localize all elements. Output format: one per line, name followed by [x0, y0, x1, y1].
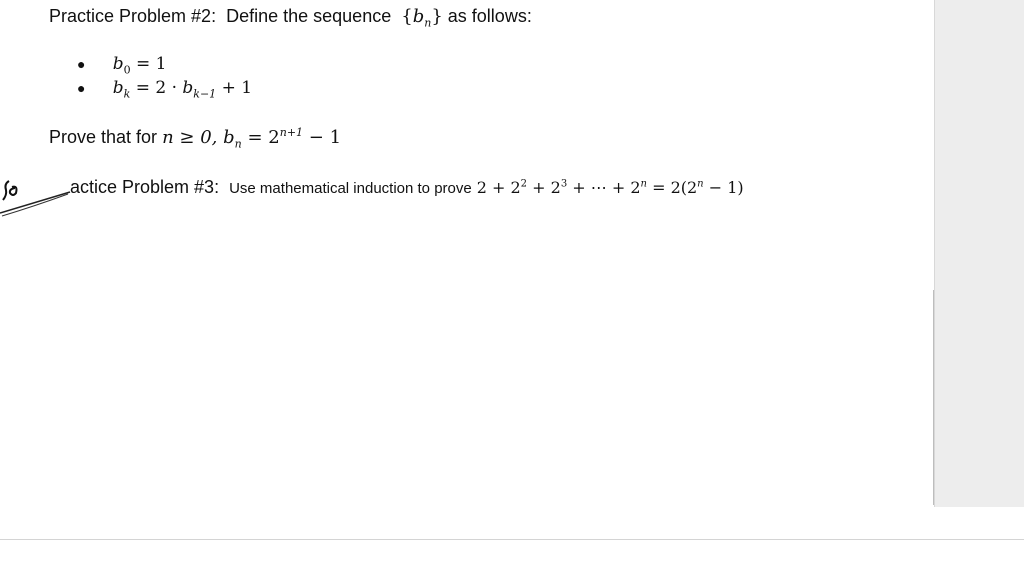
prove-label: Prove that for — [49, 127, 158, 147]
sequence-definition-list — [77, 52, 252, 100]
problem-3-statement — [70, 177, 744, 198]
problem-3-task: Use mathematical induction to prove — [229, 180, 472, 197]
problem-3-heading: actice Problem #3: — [70, 177, 220, 197]
problem-2-intro: Define the sequence — [226, 6, 392, 26]
side-panel — [934, 0, 1024, 507]
handwritten-scribble-mark — [0, 178, 80, 218]
prove-statement — [49, 126, 341, 151]
problem-2-heading: Practice Problem #2: — [49, 6, 217, 26]
bullet-icon: ● — [77, 56, 86, 72]
recurrence: $b_k = 2 \cdot b_{k-1} + 1$ — [112, 78, 253, 101]
bullet-icon: ● — [77, 80, 86, 96]
prove-formula: n ≥ 0, $b_n = 2^{n+1} - 1$ — [162, 126, 342, 151]
sequence-notation: $\{b_n\}$ — [401, 6, 443, 30]
list-item — [77, 52, 252, 76]
divider — [0, 539, 1024, 540]
base-case: $b_0 = 1$ — [112, 54, 167, 77]
problem-2-statement — [49, 6, 532, 30]
list-item — [77, 76, 252, 100]
problem-2-intro-end: as follows: — [447, 6, 532, 26]
induction-expression: $2 + 2^2 + 2^3$ + ⋯ + $2^n = 2(2^n - 1)$ — [476, 178, 744, 197]
